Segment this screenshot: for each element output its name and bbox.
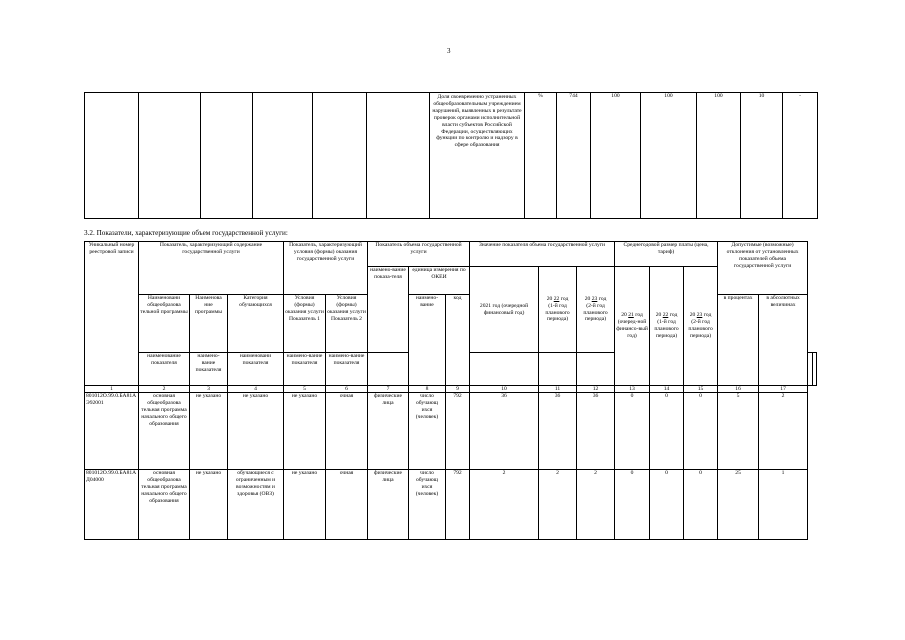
- header-avg-fee: Среднегодовой размер платы (цена, тариф): [615, 242, 718, 267]
- header-deviation: Допустимые (возможные) отклонения от установленных показателей объема государственной услуги: [718, 242, 808, 295]
- empty-cell: [368, 353, 409, 386]
- row-value: 0: [615, 470, 650, 540]
- page-number: 3: [447, 47, 451, 55]
- row-value: 1: [759, 470, 808, 540]
- row-value: 0: [650, 470, 684, 540]
- header-name-of-indicator: наимено-вание показателя: [326, 353, 368, 386]
- header-condition-1: Условия (формы) оказания услуги Показатель 1: [284, 295, 326, 353]
- row-value: 0: [650, 393, 684, 470]
- header-name-of-indicator: наименование показателя: [139, 353, 190, 386]
- header-condition-2: Условия (формы) оказания услуги Показатель 2: [326, 295, 368, 353]
- column-number: 11: [539, 386, 577, 393]
- empty-cell: [201, 93, 253, 219]
- column-number: 10: [470, 386, 539, 393]
- row-unit: число обучающ ихся (человек): [409, 470, 446, 540]
- row-program: основная общеобразова тельная программа начального общего образования: [139, 470, 190, 540]
- row-value: 2: [539, 470, 577, 540]
- header-unit-name: наимено-вание: [409, 295, 446, 386]
- row-indicator-name: физические лица: [368, 470, 409, 540]
- row-condition-2: очная: [326, 393, 368, 470]
- value-cell: 100: [641, 93, 697, 219]
- row-id: 801012О.99.0.БА81АД04000: [85, 470, 139, 540]
- unit-cell: %: [525, 93, 557, 219]
- continuation-table: [84, 92, 818, 219]
- header-year-2021: 2021 год (очередной финансовый год): [470, 267, 539, 353]
- header-fee-2021: 20 21 год (очеред-ной финансо-вый год): [615, 267, 650, 386]
- indicator-name: Доля своевременно устраненных общеобразовательным учреждением нарушений, выявленных в результате проверок органами исполнительной власти субъектов Российской Федерации, осуществляющих функции по контролю и надзору в сфере образования: [430, 93, 525, 219]
- row-value: 0: [615, 393, 650, 470]
- row-program-2: не указано: [190, 470, 228, 540]
- header-fee-2023: 20 23 год (2-й год планового периода): [684, 267, 718, 386]
- column-number: 9: [446, 386, 470, 393]
- value-cell: 10: [741, 93, 783, 219]
- header-conditions-indicator: Показатель, характеризующий условия (формы) оказания государственной услуги: [284, 242, 368, 295]
- header-volume-indicator: Показатель объема государственной услуги: [368, 242, 470, 267]
- header-name-of-indicator: наимено-вание показателя: [284, 353, 326, 386]
- row-value: 5: [718, 393, 759, 470]
- row-unit: число обучающ ихся (человек): [409, 393, 446, 470]
- row-value: 2: [759, 393, 808, 470]
- column-number: 7: [368, 386, 409, 393]
- header-category: Категория обучающихся: [228, 295, 284, 353]
- column-number: 12: [577, 386, 615, 393]
- header-year-2023: 20 23 год (2-й год планового периода): [577, 267, 615, 353]
- column-number: 13: [615, 386, 650, 393]
- row-program-2: не указано: [190, 393, 228, 470]
- empty-cell: [470, 353, 539, 386]
- column-number: 1: [85, 386, 139, 393]
- column-number: 16: [718, 386, 759, 393]
- empty-cell: [313, 93, 367, 219]
- code-cell: 744: [557, 93, 591, 219]
- header-program: Наименова ние программы: [190, 295, 228, 353]
- empty-cell: [539, 353, 577, 386]
- header-unit-code: код: [446, 295, 470, 386]
- column-number: 3: [190, 386, 228, 393]
- volume-table: [84, 241, 817, 540]
- section-title: 3.2. Показатели, характеризующие объем государственной услуги:: [84, 229, 288, 237]
- header-name-of-indicator: наименовани показателя: [228, 353, 284, 386]
- table-row: [85, 393, 817, 470]
- header-unique-number: Уникальный номер реестровой записи: [85, 242, 139, 386]
- row-value: 36: [470, 393, 539, 470]
- header-in-percent: в процентах: [718, 295, 759, 386]
- column-number: 8: [409, 386, 446, 393]
- column-number: 4: [228, 386, 284, 393]
- column-number: 14: [650, 386, 684, 393]
- header-fee-2022: 20 22 год (1-й год планового периода): [650, 267, 684, 386]
- row-condition-1: не указано: [284, 393, 326, 470]
- row-code: 792: [446, 470, 470, 540]
- header-unit-okei: единица измерения по ОКЕИ: [409, 267, 470, 295]
- row-value: 0: [684, 470, 718, 540]
- column-number: 17: [759, 386, 808, 393]
- column-number: 6: [326, 386, 368, 393]
- table-row: [85, 470, 817, 540]
- row-value: 2: [577, 470, 615, 540]
- row-value: 36: [539, 393, 577, 470]
- header-in-absolute: в абсолютных величинах: [759, 295, 808, 386]
- row-category: обучающиеся с ограниченным и возможностям и здоровья (ОВЗ): [228, 470, 284, 540]
- row-program: основная общеобразова тельная программа начального общего образования: [139, 393, 190, 470]
- row-code: 792: [446, 393, 470, 470]
- header-name-of-indicator: наимено-вание показателя: [190, 353, 228, 386]
- column-number-row: [85, 386, 817, 393]
- row-value: 36: [577, 393, 615, 470]
- row-indicator-name: физические лица: [368, 393, 409, 470]
- header-content-indicator: Показатель, характеризующий содержание государственной услуги: [139, 242, 284, 295]
- empty-cell: [577, 353, 615, 386]
- empty-cell: [812, 353, 816, 386]
- header-volume-value: Значение показателя объема государственной услуги: [470, 242, 615, 267]
- header-year-2022: 20 22 год (1-й год планового периода): [539, 267, 577, 353]
- table-row: [85, 93, 818, 219]
- header-program-name: Наименовани общеобразова тельной программы: [139, 295, 190, 353]
- row-id: 801012О.99.0.БА81АЭ92001: [85, 393, 139, 470]
- column-number: 2: [139, 386, 190, 393]
- row-category: не указано: [228, 393, 284, 470]
- row-value: 0: [684, 393, 718, 470]
- value-cell: 100: [591, 93, 641, 219]
- value-cell: -: [783, 93, 818, 219]
- column-number: 5: [284, 386, 326, 393]
- row-condition-2: очная: [326, 470, 368, 540]
- empty-cell: [253, 93, 313, 219]
- header-indicator-name: наимено-вание показа-теля: [368, 267, 409, 353]
- empty-cell: [85, 93, 139, 219]
- value-cell: 100: [697, 93, 741, 219]
- empty-cell: [139, 93, 201, 219]
- column-number: 15: [684, 386, 718, 393]
- row-value: 2: [470, 470, 539, 540]
- row-value: 25: [718, 470, 759, 540]
- header-row: [85, 242, 817, 267]
- empty-cell: [367, 93, 430, 219]
- row-condition-1: не указано: [284, 470, 326, 540]
